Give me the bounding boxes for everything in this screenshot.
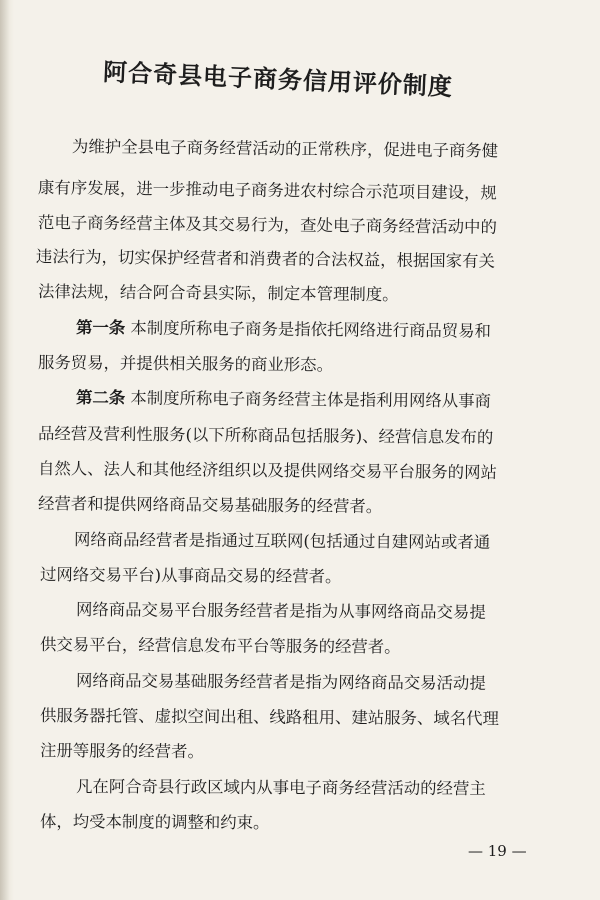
- paragraph-line: 经营者和提供网络商品交易基础服务的经营者。: [37, 494, 383, 517]
- paragraph-line: 网络商品交易平台服务经营者是指为从事网络商品交易提: [75, 600, 486, 622]
- paragraph-line: 注册等服务的经营者。: [39, 741, 204, 762]
- paragraph-line: 为维护全县电子商务经营活动的正常秩序，促进电子商务健: [71, 137, 499, 161]
- article-line: 第二条 本制度所称电子商务经营主体是指利用网络从事商: [75, 388, 492, 411]
- paragraph-line: 服务贸易，并提供相关服务的商业形态。: [37, 353, 334, 375]
- article-label: 第一条: [75, 318, 126, 338]
- paragraph-line: 过网络交易平台)从事商品交易的经营者。: [39, 565, 342, 587]
- paragraph-line: 体，均受本制度的调整和约束。: [39, 812, 270, 833]
- article-line: 第一条 本制度所称电子商务是指依托网络进行商品贸易和: [75, 318, 492, 341]
- paragraph-line: 法律法规，结合阿合奇县实际，制定本管理制度。: [37, 282, 399, 305]
- article-label: 第二条: [75, 388, 126, 408]
- paragraph-line: 康有序发展，进一步推动电子商务进农村综合示范项目建设，规: [37, 178, 498, 203]
- page-number: — 19 —: [468, 842, 527, 860]
- paragraph-line: 网络商品交易基础服务经营者是指为网络商品交易活动提: [75, 671, 486, 693]
- paragraph-line: 网络商品经营者是指通过互联网(包括通过自建网站或者通: [73, 530, 491, 552]
- paragraph-line: 凡在阿合奇县行政区域内从事电子商务经营活动的经营主: [75, 777, 486, 799]
- document-title: 阿合奇县电子商务信用评价制度: [102, 56, 454, 102]
- paragraph-line: 供交易平台，经营信息发布平台等服务的经营者。: [39, 635, 401, 657]
- paragraph-line: 范电子商务经营主体及其交易行为，查处电子商务经营活动中的: [37, 213, 497, 237]
- paragraph-line: 违法行为，切实保护经营者和消费者的合法权益，根据国家有关: [35, 247, 495, 271]
- paragraph-line: 自然人、法人和其他经济组织以及提供网络交易平台服务的网站: [37, 459, 497, 483]
- paragraph-line: 供服务器托管、虚拟空间出租、线路租用、建站服务、域名代理: [39, 706, 499, 729]
- paragraph-line: 品经营及营利性服务(以下所称商品包括服务)、经营信息发布的: [37, 424, 494, 447]
